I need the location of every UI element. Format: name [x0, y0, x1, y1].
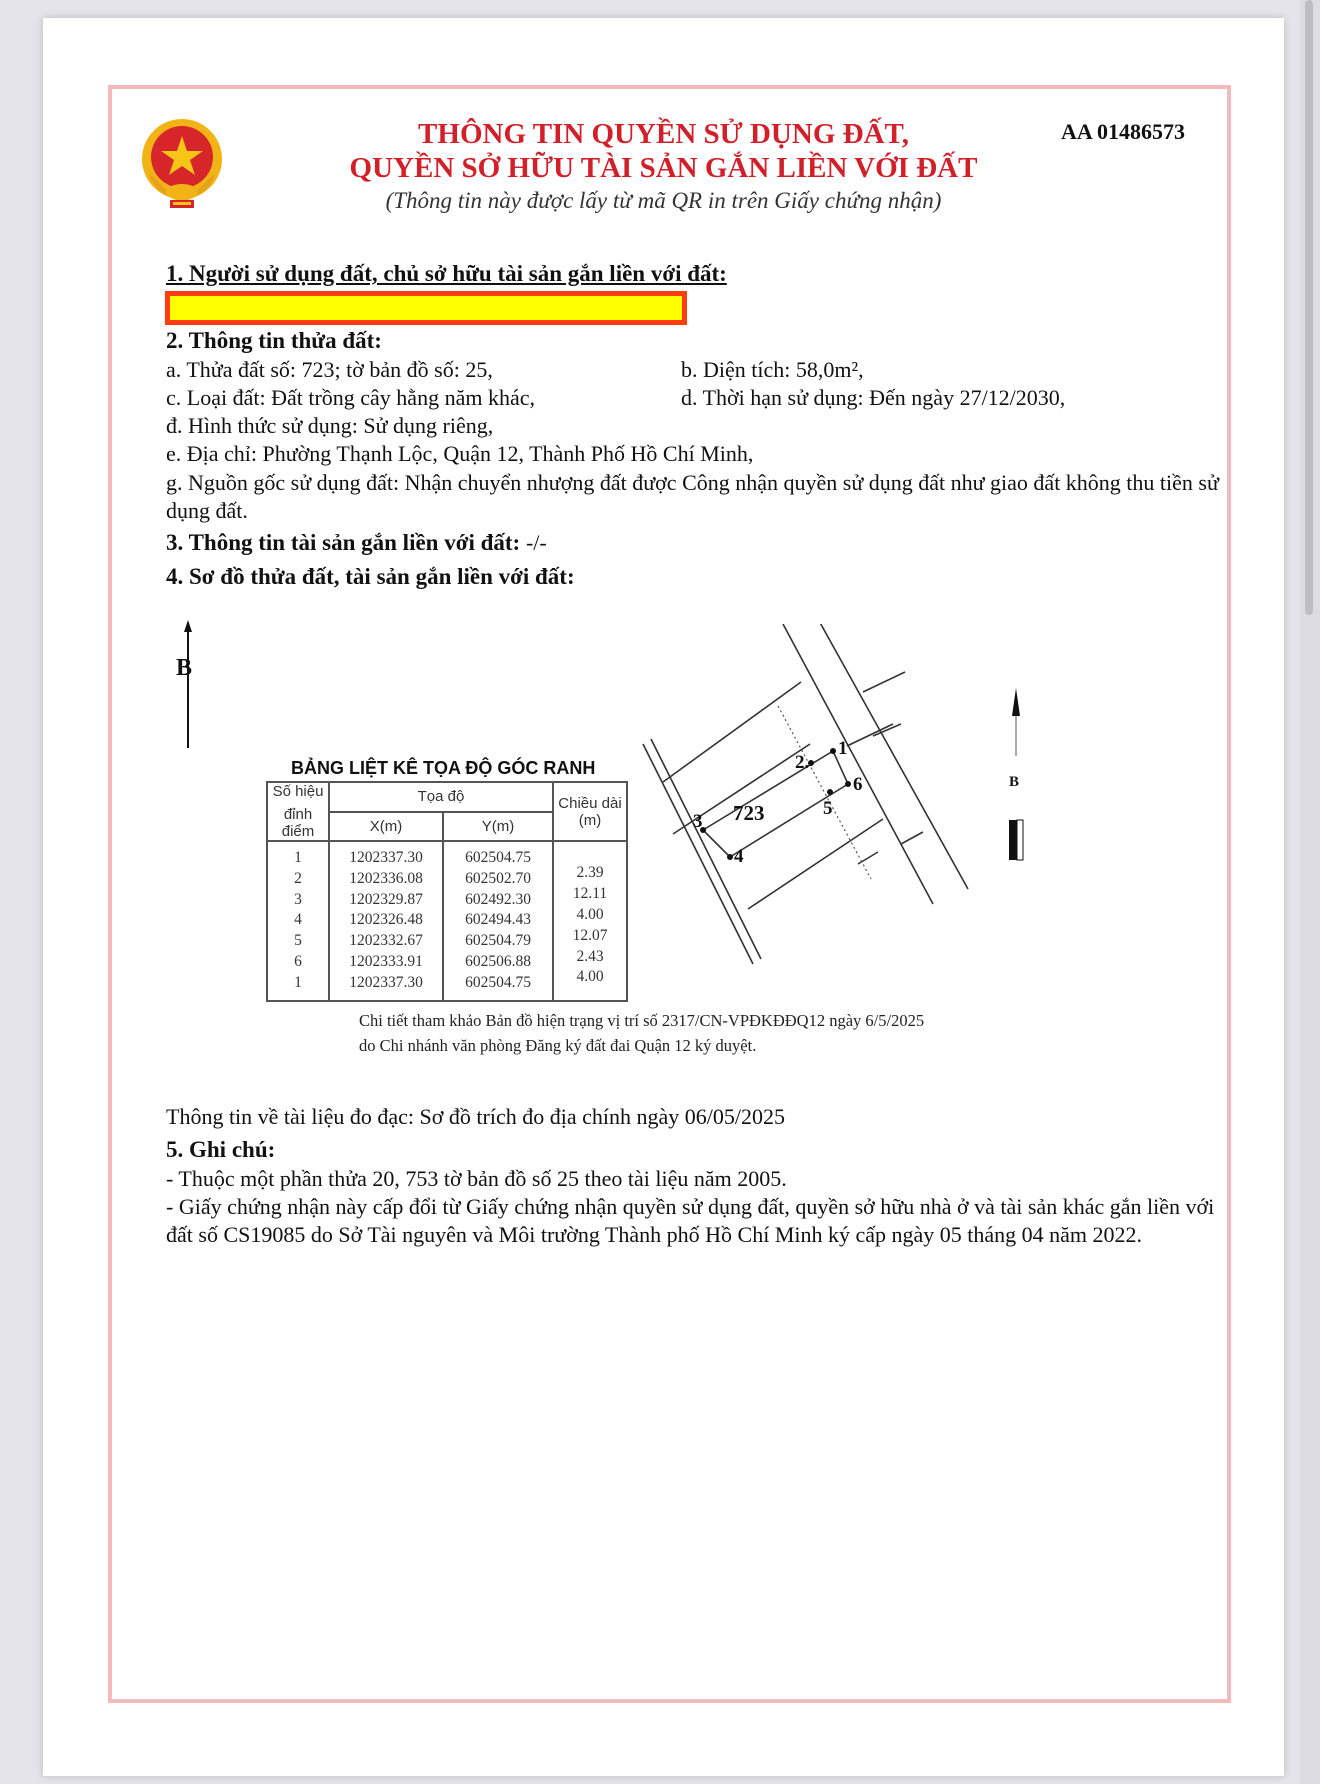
parcel-area: b. Diện tích: 58,0m², [681, 357, 864, 382]
header-point-no [267, 782, 329, 841]
section4-heading: 4. Sơ đồ thửa đất, tài sản gắn liền với đất: [166, 564, 575, 589]
vertex-label-5: 5 [823, 798, 833, 819]
vertex-label-2: 2. [795, 752, 810, 773]
point-y: 602504.75 [465, 849, 531, 866]
point-no: 2 [294, 869, 302, 887]
boundary-line [901, 832, 923, 844]
section1-heading: 1. Người sử dụng đất, chủ sở hữu tài sản gắn liền với đất: [166, 261, 727, 286]
address: e. Địa chỉ: Phường Thạnh Lộc, Quận 12, Thành Phố Hồ Chí Minh, [166, 441, 754, 466]
point-x: 1202333.91 [349, 952, 423, 970]
title-line-2: QUYỀN SỞ HỮU TÀI SẢN GẮN LIỀN VỚI ĐẤT [349, 152, 978, 184]
diagram-note-line2: do Chi nhánh văn phòng Đăng ký đất đai Quận 12 ký duyệt. [359, 1036, 757, 1055]
edge-length: 2.43 [576, 947, 604, 965]
point-x: 1202332.67 [349, 932, 423, 950]
scrollbar-thumb[interactable] [1305, 0, 1313, 615]
header-length-line1: Chiều dài [558, 794, 622, 812]
point-x: 1202337.30 [349, 973, 423, 991]
vertex-6-marker [845, 781, 851, 787]
vertex-5-marker [827, 789, 833, 795]
point-y: 602506.88 [465, 952, 531, 970]
vertex-label-1: 1 [838, 738, 848, 759]
point-no: 3 [294, 890, 302, 908]
edge-length: 4.00 [576, 968, 604, 986]
note-item: - Thuộc một phần thửa 20, 753 tờ bản đồ số 25 theo tài liệu năm 2005. [166, 1166, 787, 1191]
boundary-line [863, 672, 905, 692]
section3 [166, 530, 547, 556]
land-type: c. Loại đất: Đất trồng cây hằng năm khác, [166, 385, 535, 410]
point-y: 602504.75 [465, 973, 531, 991]
north-label-right: B [1009, 774, 1020, 790]
header-point-no-line2: đỉnh điểm [281, 806, 315, 840]
y-column [443, 841, 553, 1001]
header-x: X(m) [329, 812, 443, 842]
parcel-edge-3-4 [703, 830, 730, 857]
title-line-1: THÔNG TIN QUYỀN SỬ DỤNG ĐẤT, [418, 118, 909, 150]
point-y: 602494.43 [465, 911, 531, 929]
header-length [553, 782, 627, 841]
vertex-1-marker [830, 748, 836, 754]
vertex-label-3: 3 [693, 811, 703, 832]
north-arrow-icon [998, 688, 1058, 873]
point-no: 1 [294, 849, 302, 866]
diagram-note-line1: Chi tiết tham khảo Bản đồ hiện trạng vị trí số 2317/CN-VPĐKĐĐQ12 ngày 6/5/2025 [359, 1011, 925, 1030]
subtitle: (Thông tin này được lấy từ mã QR in trên Giấy chứng nhận) [385, 188, 942, 213]
edge-length: 12.07 [572, 926, 608, 944]
header-coords: Tọa độ [329, 782, 553, 812]
section2-heading: 2. Thông tin thửa đất: [166, 328, 382, 353]
usage-term: d. Thời hạn sử dụng: Đến ngày 27/12/2030, [681, 385, 1066, 410]
point-no: 4 [294, 911, 302, 929]
north-arrow-right [998, 688, 1058, 873]
point-x: 1202336.08 [349, 869, 423, 887]
edge-length: 4.00 [576, 905, 604, 923]
point-no-column [267, 841, 329, 1001]
section3-heading: 3. Thông tin tài sản gắn liền với đất: [166, 530, 526, 555]
point-y: 602504.79 [465, 932, 531, 950]
usage-form: đ. Hình thức sử dụng: Sử dụng riêng, [166, 413, 494, 438]
vertex-label-4: 4 [734, 846, 744, 867]
section3-value: -/- [525, 530, 547, 555]
edge-length: 12.11 [572, 885, 608, 903]
header-length-line2: (m) [578, 811, 602, 829]
x-column [329, 841, 443, 1001]
coordinates-table-title: BẢNG LIỆT KÊ TỌA ĐỘ GÓC RANH [291, 758, 596, 778]
road-edge-line [651, 739, 761, 959]
note-item: - Giấy chứng nhận này cấp đổi từ Giấy chứng nhận quyền sử dụng đất, quyền sở hữu nhà ở và tài sản khác gắn liền với đất số CS19085 do Sở Tài nguyên và Môi trường Thành phố Hồ Chí Minh ký cấp ngày 05 tháng 04 năm 2022. [166, 1194, 1215, 1247]
point-no: 1 [294, 973, 302, 991]
parcel-number: a. Thửa đất số: 723; tờ bản đồ số: 25, [166, 357, 493, 382]
vertex-4-marker [727, 854, 733, 860]
north-arrow-icon [173, 620, 203, 750]
north-arrow-left [173, 620, 203, 750]
coordinates-table [266, 781, 628, 1002]
point-x: 1202337.30 [349, 849, 423, 866]
point-x: 1202326.48 [349, 911, 423, 929]
boundary-line [858, 852, 878, 864]
point-y: 602502.70 [465, 869, 531, 887]
redacted-owner-name [165, 291, 687, 325]
section5-heading: 5. Ghi chú: [166, 1137, 276, 1162]
edge-length: 2.39 [576, 864, 604, 882]
point-y: 602492.30 [465, 890, 531, 908]
length-column [553, 841, 627, 1001]
survey-info: Thông tin về tài liệu đo đạc: Sơ đồ trích đo địa chính ngày 06/05/2025 [166, 1104, 785, 1129]
north-label-left: B [176, 655, 193, 681]
point-no: 6 [294, 952, 302, 970]
point-x: 1202329.87 [349, 890, 423, 908]
boundary-line [663, 682, 801, 782]
document-page [43, 18, 1284, 1776]
header-y: Y(m) [443, 812, 553, 842]
header-point-no-line1: Số hiệu [272, 783, 324, 800]
parcel-number-label: 723 [733, 801, 765, 825]
vertex-label-6: 6 [853, 774, 863, 795]
land-origin: g. Nguồn gốc sử dụng đất: Nhận chuyển nhượng đất được Công nhận quyền sử dụng đất như giao đất không thu tiền sử dụng đất. [166, 470, 1219, 523]
point-no: 5 [294, 932, 302, 950]
certificate-serial: AA 01486573 [1061, 119, 1186, 144]
